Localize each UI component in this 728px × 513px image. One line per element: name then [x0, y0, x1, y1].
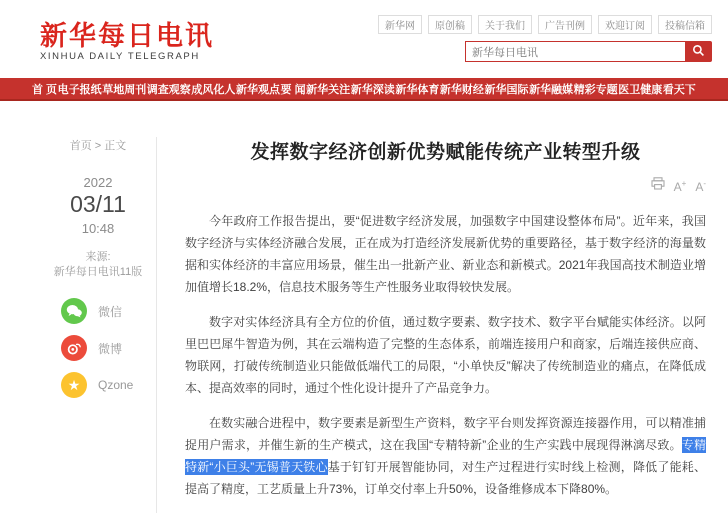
logo-chinese[interactable]: 新华每日电讯 — [40, 21, 214, 51]
breadcrumb — [40, 137, 156, 153]
nav-item[interactable]: 电子报纸 — [57, 83, 102, 96]
share-weibo-label: 微博 — [98, 341, 123, 356]
article-tools — [185, 177, 706, 195]
share-qzone[interactable] — [61, 372, 156, 398]
share-panel — [40, 298, 156, 398]
nav-item[interactable]: 看天下 — [662, 83, 696, 96]
main-nav — [0, 78, 728, 101]
share-weibo[interactable] — [61, 335, 156, 361]
paragraph-2: 数字对实体经济具有全方位的价值，通过数字要素、数字技术、数字平台赋能实体经济。以阿里巴巴犀牛智造为例，其在云端构造了完整的生态体系，前端连接用户和商家，后端连接供应商、物联网，打破传统制造业只能做低端代工的局限，“小单快反”解决了传统制造业的痛点，在降低成本、提高效率的同时，通过个性化设计提升了产品竞争力。 — [185, 315, 706, 395]
highlighted-selection[interactable]: 专精特新“小巨头”无锡普天铁心 — [185, 438, 706, 474]
nav-item[interactable]: 医卫健康 — [618, 83, 663, 96]
nav-item[interactable]: 新华国际 — [484, 83, 529, 96]
nav-item[interactable]: 新华体育 — [395, 83, 440, 96]
top-link[interactable]: 欢迎订阅 — [598, 15, 652, 34]
nav-item[interactable]: 要 闻 — [280, 83, 306, 96]
nav-item[interactable]: 调查观察 — [146, 83, 191, 96]
search-bar — [465, 41, 712, 62]
header — [0, 0, 728, 78]
meta-column — [40, 137, 157, 513]
nav-item[interactable]: 新华融媒 — [529, 83, 574, 96]
print-icon[interactable] — [651, 177, 665, 195]
paragraph-3 — [185, 412, 706, 500]
nav-item[interactable]: 精彩专题 — [573, 83, 618, 96]
search-input[interactable] — [465, 41, 685, 62]
search-button[interactable] — [685, 41, 712, 62]
article — [157, 137, 706, 513]
source-value: 新华每日电讯11版 — [53, 266, 143, 278]
font-increase-button[interactable]: A+ — [673, 178, 687, 194]
breadcrumb-separator: > — [94, 140, 102, 152]
breadcrumb-current: 正文 — [104, 140, 127, 152]
nav-item[interactable]: 新华深读 — [350, 83, 395, 96]
paragraph-3-text: 在数实融合进程中，数字要素是新型生产资料，数字平台则发挥资源连接器作用，可以精准捕捉用户需求，并催生新的生产模式，这在我国“专精特新”企业的生产实践中展现得淋漓尽致。 — [185, 416, 706, 452]
nav-item[interactable]: 首 页 — [32, 83, 58, 96]
qzone-star-icon: ★ — [61, 372, 87, 398]
font-decrease-button[interactable]: A- — [695, 178, 706, 194]
nav-item[interactable]: 新华财经 — [439, 83, 484, 96]
article-date: 03/11 — [70, 191, 126, 217]
top-link[interactable]: 投稿信箱 — [658, 15, 712, 34]
nav-item[interactable]: 新华关注 — [306, 83, 351, 96]
article-year: 2022 — [83, 175, 113, 190]
share-wechat-label: 微信 — [98, 304, 123, 319]
share-qzone-label: Qzone — [98, 378, 134, 392]
search-icon — [692, 44, 705, 60]
top-link[interactable]: 新华网 — [378, 15, 422, 34]
source-block — [40, 250, 156, 280]
article-time: 10:48 — [81, 221, 115, 236]
top-link[interactable]: 广告刊例 — [538, 15, 592, 34]
date-block — [40, 175, 156, 236]
logo[interactable] — [0, 0, 214, 62]
paragraph-3-text-after: 基于钉钉开展智能协同，对生产过程进行实时线上检测，降低了能耗、提高了精度，工艺质量上升73%，订单交付率上升50%，设备维修成本下降80%。 — [185, 460, 706, 496]
top-links — [378, 15, 712, 34]
weibo-icon — [61, 335, 87, 361]
nav-item[interactable]: 新华观点 — [235, 83, 280, 96]
wechat-icon — [61, 298, 87, 324]
article-body — [185, 210, 706, 500]
top-link[interactable]: 原创稿 — [428, 15, 472, 34]
share-wechat[interactable] — [61, 298, 156, 324]
logo-english: XINHUA DAILY TELEGRAPH — [40, 51, 200, 62]
main-content — [0, 101, 728, 513]
nav-item[interactable]: 成风化人 — [191, 83, 236, 96]
nav-item[interactable]: 草地周刊 — [102, 83, 147, 96]
breadcrumb-home[interactable]: 首页 — [69, 140, 92, 152]
paragraph-1: 今年政府工作报告提出，要“促进数字经济发展，加强数字中国建设整体布局”。近年来，我国数字经济与实体经济融合发展，正在成为打造经济发展新优势的重要路径，基于数字经济的海量数据和实体经济的丰富应用场景，催生出一批新产业、新业态和新模式。2021年我国高技术制造业增加值增长18.2%，信息技术服务等生产性服务业取得较快发展。 — [185, 214, 706, 294]
source-label: 来源: — [85, 251, 111, 263]
article-title: 发挥数字经济创新优势赋能传统产业转型升级 — [250, 142, 641, 163]
header-right — [378, 0, 728, 62]
top-link[interactable]: 关于我们 — [478, 15, 532, 34]
